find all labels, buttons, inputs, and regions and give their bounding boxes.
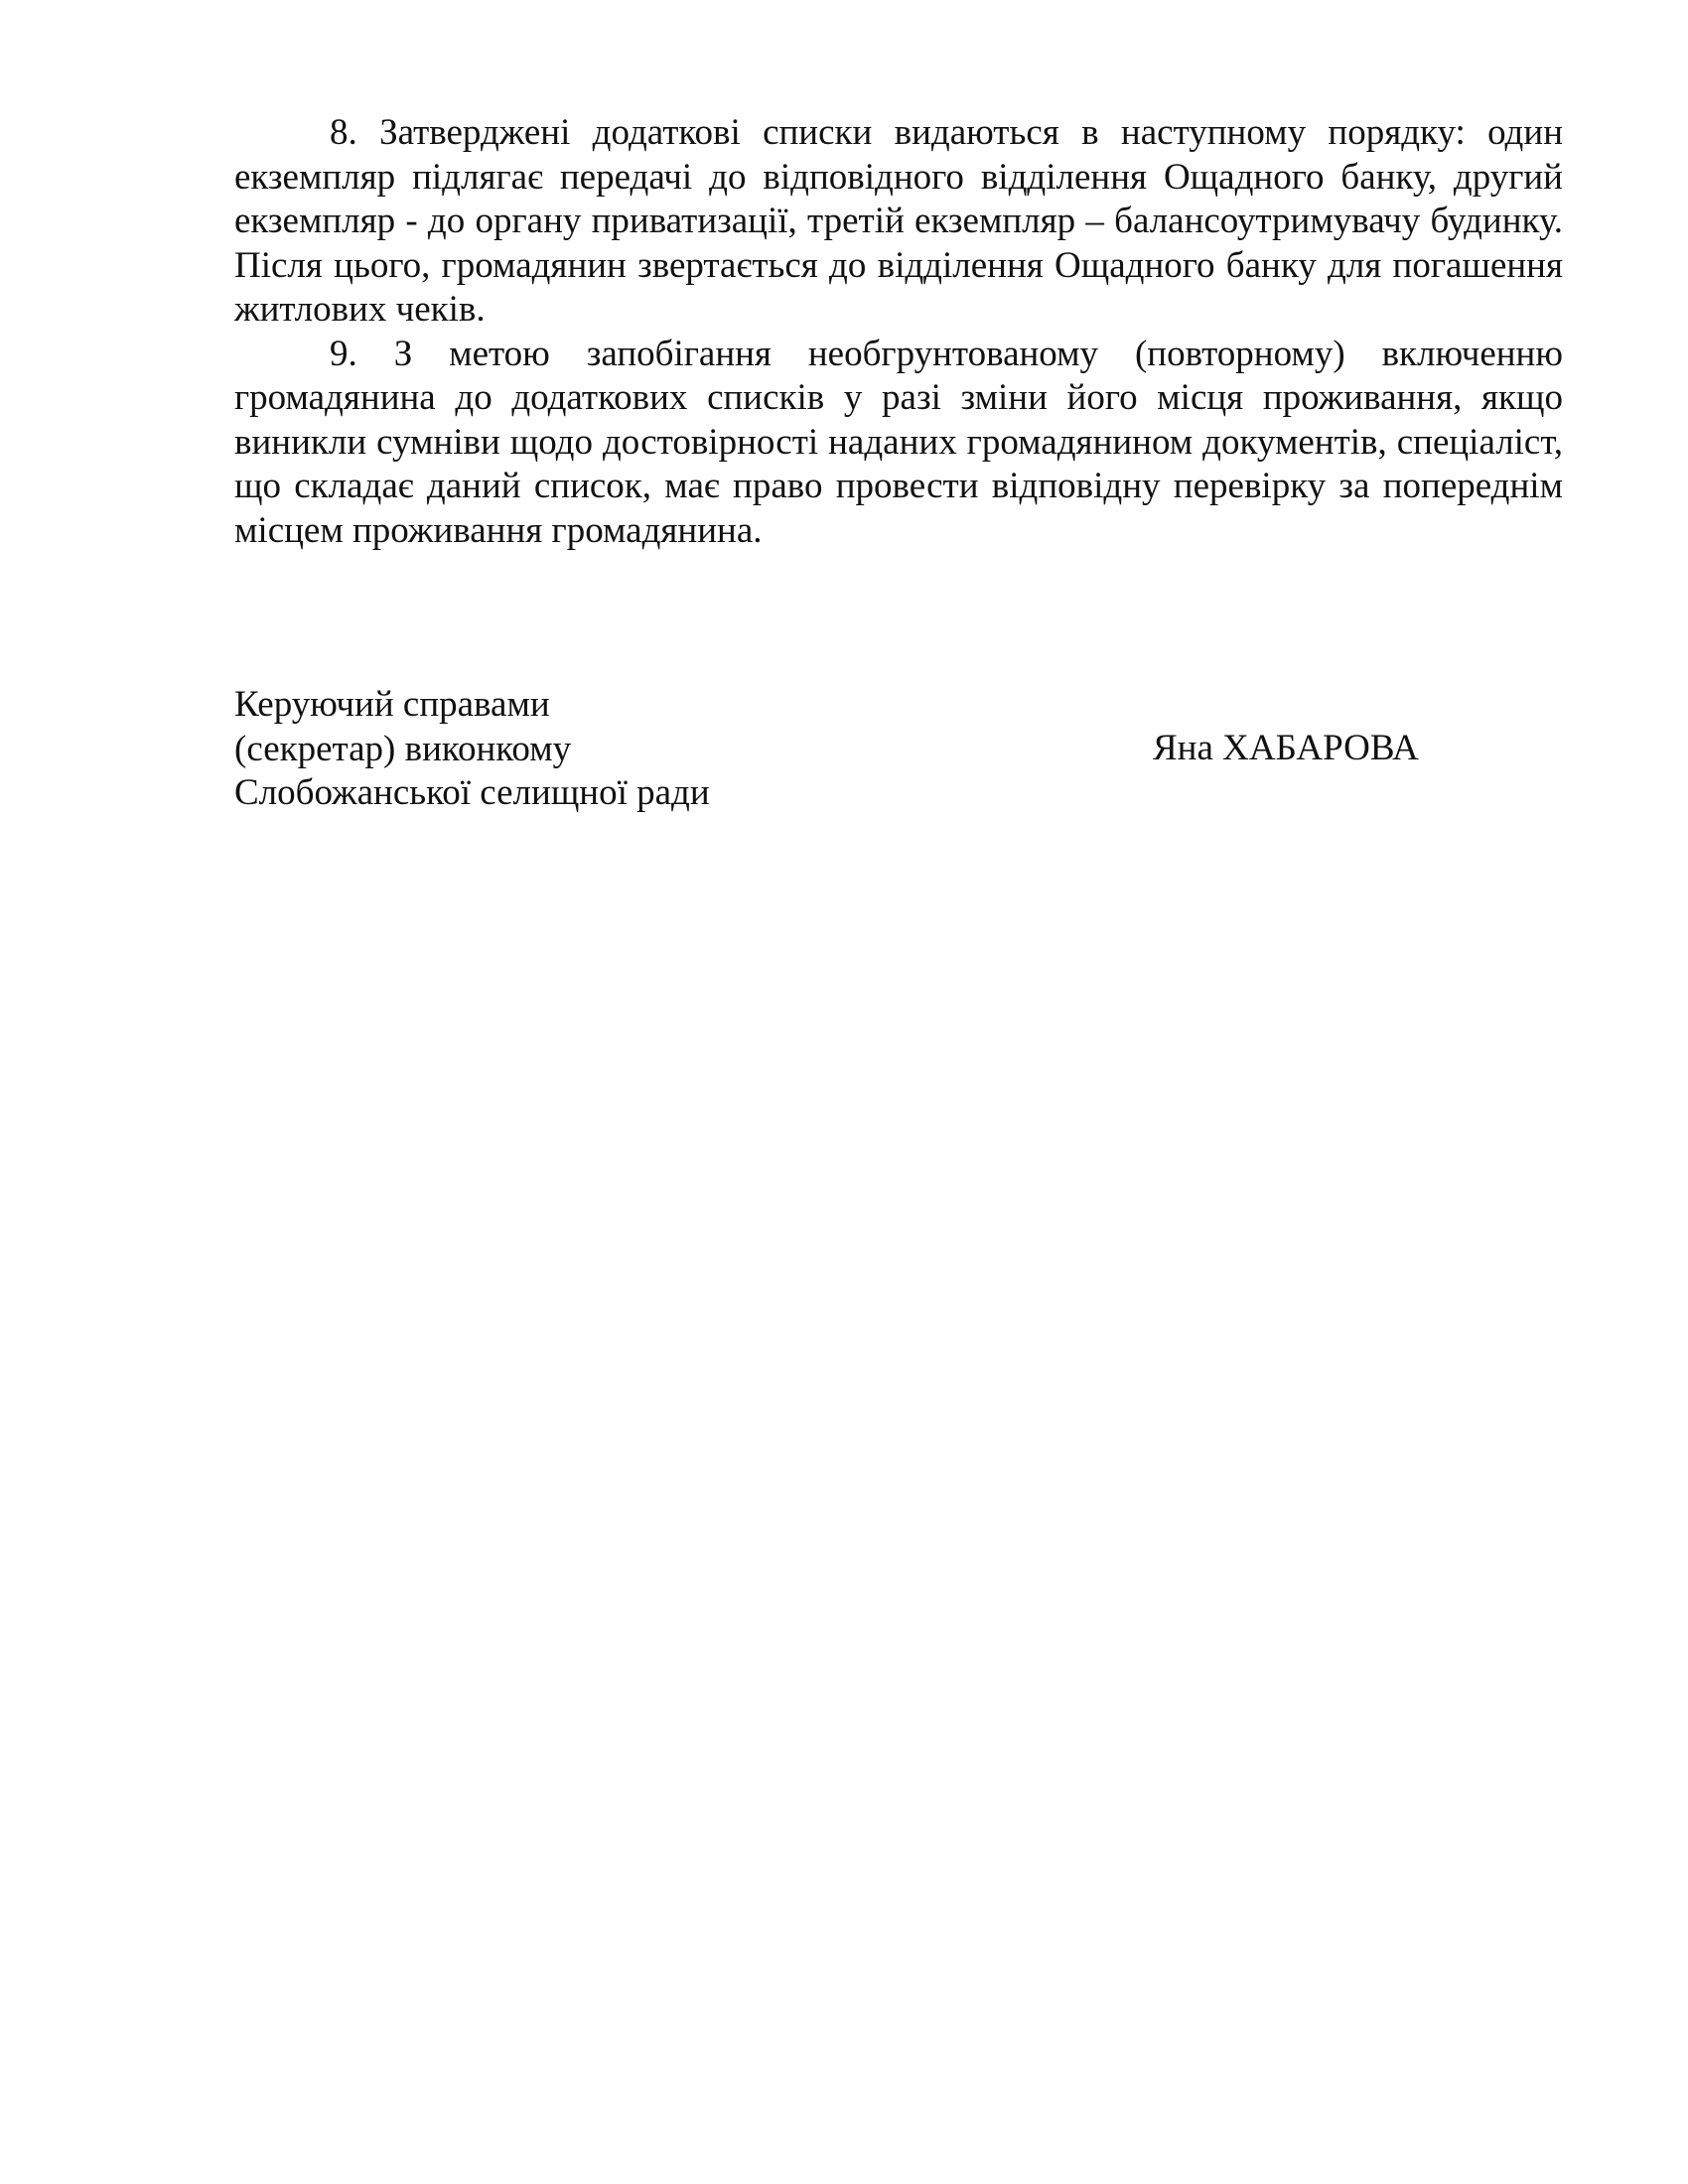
signatory-position-line-2: (секретар) виконкому xyxy=(234,728,572,769)
paragraph-9: 9. З метою запобігання необгрунтованому (повторному) включенню громадянина до додаткових списків у разі зміни його місця проживання, якщо виникли сумніви щодо достовірності наданих громадянином документів, спеціаліст, що складає даний список, має право провести відповідну перевірку за попереднім місцем проживання громадянина. xyxy=(234,333,1563,551)
paragraph-8: 8. Затверджені додаткові списки видаються в наступному порядку: один екземпляр підлягає передачі до відповідного відділення Ощадного банку, другий екземпляр - до органу приватизації, третій екземпляр – балансоутримувачу будинку. Після цього, громадянин звертається до відділення Ощадного банку для погашення житлових чеків. xyxy=(234,112,1563,330)
signatory-name: Яна ХАБАРОВА xyxy=(1153,728,1419,768)
document-body xyxy=(234,111,1563,553)
signatory-position-line-3: Слобожанської селищної ради xyxy=(234,772,710,813)
signatory-position-line-1: Керуючий справами xyxy=(234,684,550,725)
